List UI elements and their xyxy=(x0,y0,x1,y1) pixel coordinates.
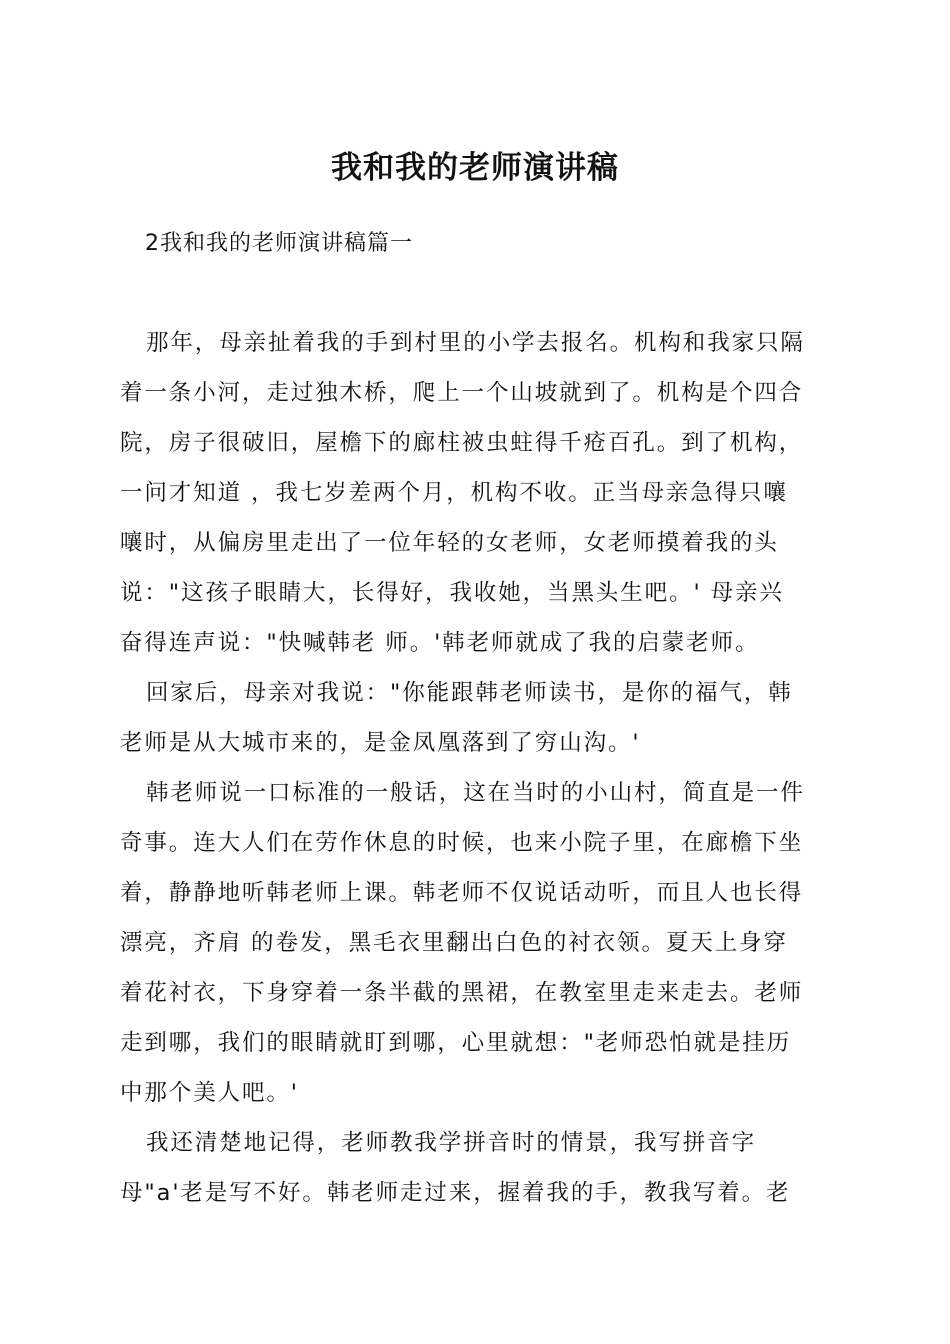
text-line: 一问才知道 ，我七岁差两个月，机构不收。正当母亲急得只嚷 xyxy=(120,480,788,506)
text-line: 着一条小河，走过独木桥，爬上一个山坡就到了。机构是个四合 xyxy=(120,380,804,406)
text-line: 着花衬衣，下身穿着一条半截的黑裙，在教室里走来走去。老师 xyxy=(120,980,804,1006)
text-line: 漂亮，齐肩 的卷发，黑毛衣里翻出白色的衬衣领。夏天上身穿 xyxy=(120,930,788,956)
document-body xyxy=(120,318,840,1218)
text-line: 着，静静地听韩老师上课。韩老师不仅说话动听，而且人也长得 xyxy=(120,880,804,906)
text-line: 老师是从大城市来的，是金凤凰落到了穷山沟。' xyxy=(120,730,641,756)
text-line: 嚷时，从偏房里走出了一位年轻的女老师，女老师摸着我的头 xyxy=(120,530,779,556)
document-subtitle: 2我和我的老师演讲稿篇一 xyxy=(145,231,413,256)
paragraph-3 xyxy=(120,768,840,1118)
document-title: 我和我的老师演讲稿 xyxy=(331,150,619,186)
text-line: 奋得连声说："快喊韩老 师。'韩老师就成了我的启蒙老师。 xyxy=(120,630,760,656)
paragraph-2 xyxy=(120,668,840,768)
text-line: 中那个美人吧。' xyxy=(120,1080,299,1106)
text-line: 那年，母亲扯着我的手到村里的小学去报名。机构和我家只隔 xyxy=(146,330,805,356)
text-line: 走到哪，我们的眼睛就盯到哪，心里就想："老师恐怕就是挂历 xyxy=(120,1030,792,1056)
text-line: 院，房子很破旧，屋檐下的廊柱被虫蛀得千疮百孔。到了机构， xyxy=(120,430,804,456)
paragraph-4 xyxy=(120,1118,840,1218)
text-line: 韩老师说一口标准的一般话，这在当时的小山村，简直是一件 xyxy=(146,780,805,806)
text-line: 回家后，母亲对我说："你能跟韩老师读书，是你的福气，韩 xyxy=(146,680,793,706)
text-line: 奇事。连大人们在劳作休息的时候，也来小院子里，在廊檐下坐 xyxy=(120,830,804,856)
text-line: 我还清楚地记得，老师教我学拼音时的情景，我写拼音字 xyxy=(146,1130,757,1156)
text-line: 说："这孩子眼睛大，长得好，我收她，当黑头生吧。' 母亲兴 xyxy=(120,580,784,606)
paragraph-1 xyxy=(120,318,840,668)
text-line: 母"a'老是写不好。韩老师走过来，握着我的手，教我写着。老 xyxy=(120,1180,791,1206)
